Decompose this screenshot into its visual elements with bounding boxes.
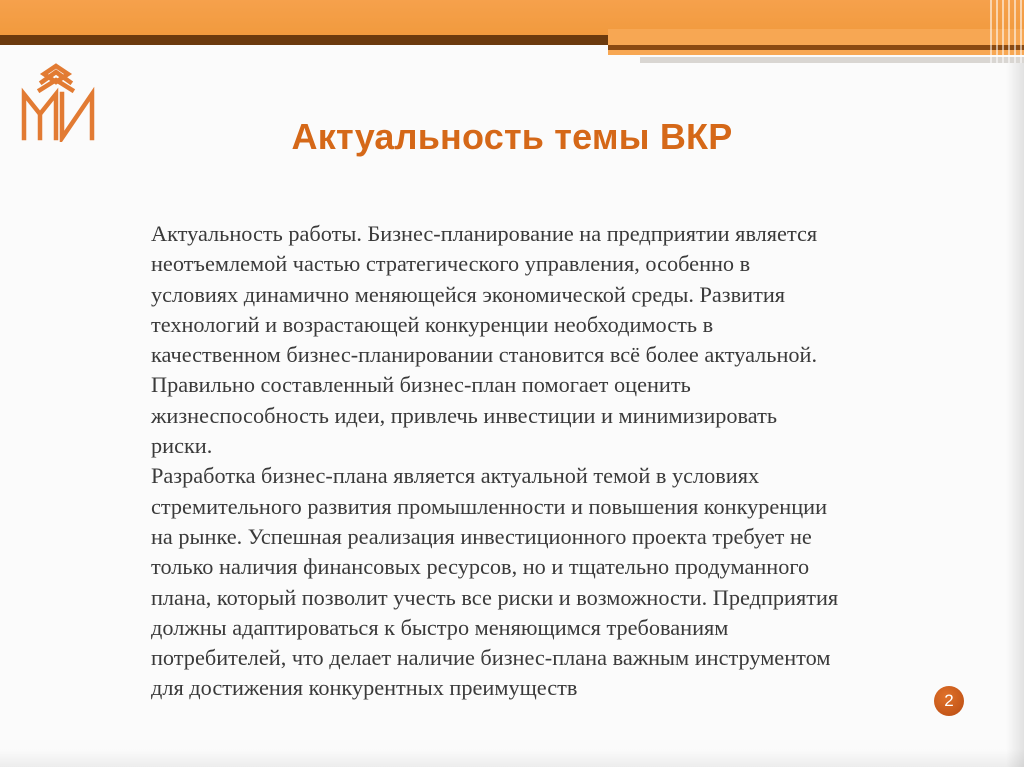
body-line: плана, который позволит учесть все риски и возможности. Предприятия — [151, 584, 839, 610]
body-line: только наличия финансовых ресурсов, но и тщательно продуманного — [151, 554, 810, 580]
page-number-badge: 2 — [934, 686, 964, 716]
slide-body-text — [151, 219, 951, 704]
body-line: технологий и возрастающей конкуренции необходимость в — [151, 311, 714, 337]
body-line: жизнеспособность идеи, привлечь инвестиции и минимизировать — [151, 402, 778, 428]
header-right-accent — [608, 29, 1024, 55]
body-line: качественном бизнес-планировании становится всё более актуальной. — [151, 342, 818, 368]
body-line: Разработка бизнес-плана является актуальной темой в условиях — [151, 463, 760, 489]
body-line: потребителей, что делает наличие бизнес-плана важным инструментом — [151, 645, 831, 671]
header-right-gray-line — [640, 57, 1024, 63]
body-line: на рынке. Успешная реализация инвестиционного проекта требует не — [151, 523, 812, 549]
slide-bottom-shadow — [0, 749, 1024, 767]
body-line: Правильно составленный бизнес-план помогает оценить — [151, 372, 691, 398]
body-line: для достижения конкурентных преимуществ — [151, 675, 578, 701]
body-line: Актуальность работы. Бизнес-планирование на предприятии является — [151, 221, 818, 246]
body-line: стремительного развития промышленности и повышения конкуренции — [151, 493, 828, 519]
header-stripes — [990, 0, 1024, 63]
body-line: неотъемлемой частью стратегического управления, особенно в — [151, 251, 751, 277]
slide-title: Актуальность темы ВКР — [291, 116, 733, 157]
header-right-dark-line — [608, 45, 1024, 50]
body-line: условиях динамично меняющейся экономической среды. Развития — [151, 281, 786, 307]
body-line: должны адаптироваться к быстро меняющимся требованиям — [151, 614, 729, 640]
slide-right-shadow — [1006, 63, 1024, 767]
body-line: риски. — [151, 433, 213, 459]
